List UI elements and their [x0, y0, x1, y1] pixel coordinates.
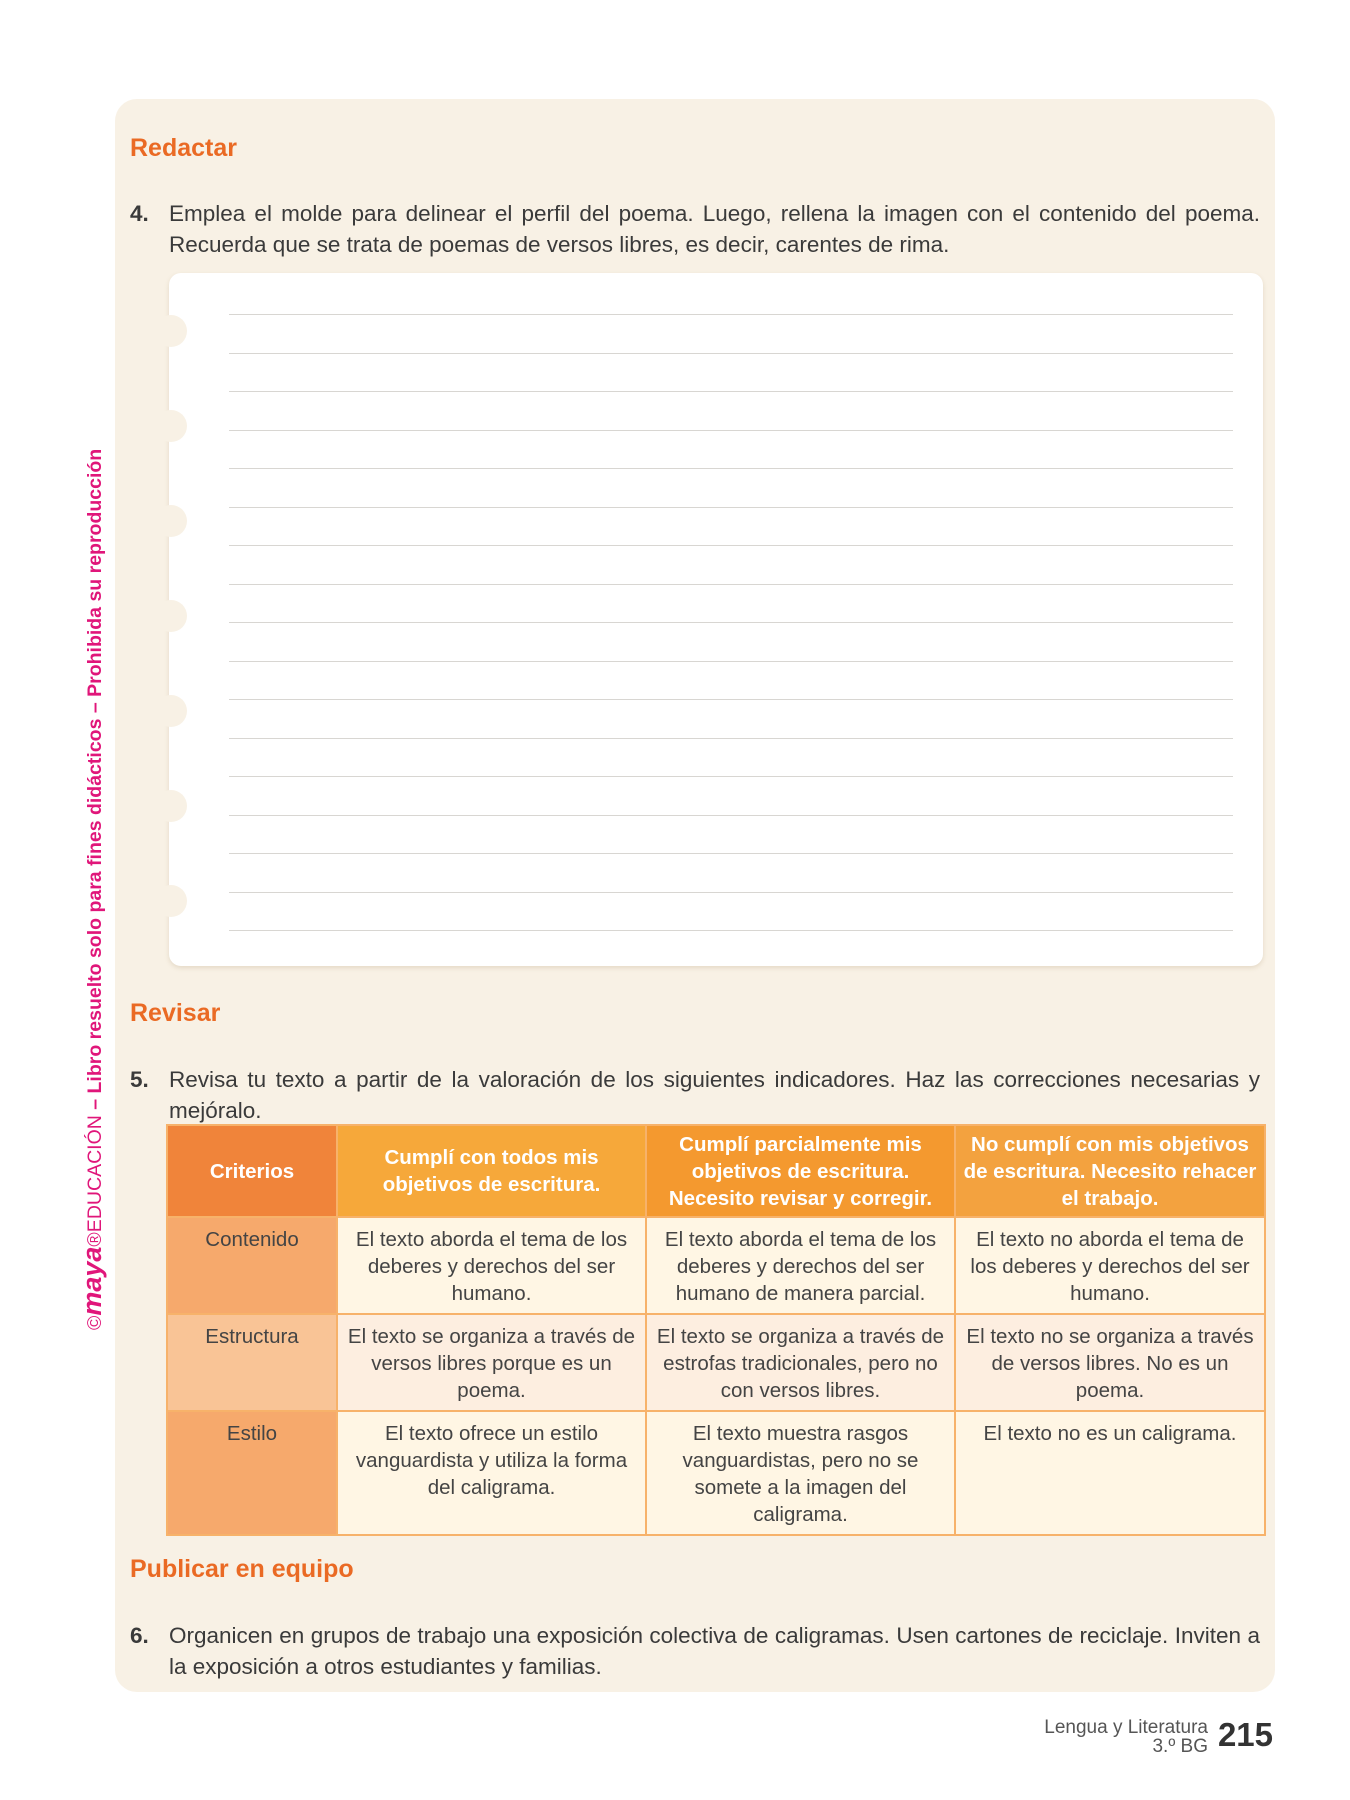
ruled-line: [229, 468, 1233, 469]
page-number: 215: [1217, 1716, 1273, 1753]
table-cell: El texto se organiza a través de versos libres porque es un poema.: [337, 1314, 646, 1411]
ruled-line: [229, 776, 1233, 777]
registered-symbol: ®: [84, 1232, 106, 1247]
ruled-line: [229, 622, 1233, 623]
ruled-line: [229, 545, 1233, 546]
grade-label: 3.º BG: [1152, 1736, 1208, 1757]
table-cell: El texto se organiza a través de estrofas tradicionales, pero no con versos libres.: [646, 1314, 955, 1411]
binder-hole: [155, 600, 187, 632]
table-cell: El texto no es un caligrama.: [955, 1411, 1265, 1535]
notebook-writing-area[interactable]: [169, 273, 1263, 966]
evaluation-rubric-table: [166, 1124, 1266, 1536]
brand-division: EDUCACIÓN: [84, 1115, 106, 1233]
table-cell: El texto no aborda el tema de los deberes y derechos del ser humano.: [955, 1217, 1265, 1314]
question-number: 4.: [130, 201, 149, 226]
question-5: [130, 1064, 1260, 1126]
question-number: 6.: [130, 1623, 149, 1648]
copyright-notice: – Libro resuelto solo para fines didácticos – Prohibida su reproducción: [84, 448, 106, 1116]
table-cell: El texto muestra rasgos vanguardistas, pero no se somete a la imagen del caligrama.: [646, 1411, 955, 1535]
criterion-cell: Contenido: [167, 1217, 337, 1314]
section-title-review: Revisar: [130, 999, 221, 1027]
binder-hole: [155, 315, 187, 347]
ruled-line: [229, 892, 1233, 893]
ruled-line: [229, 314, 1233, 315]
ruled-line: [229, 584, 1233, 585]
ruled-line: [229, 391, 1233, 392]
ruled-line: [229, 815, 1233, 816]
question-text: Emplea el molde para delinear el perfil del poema. Luego, rellena la imagen con el contenido del poema. Recuerda que se trata de poemas de versos libres, es decir, carentes de rima.: [169, 201, 1260, 257]
table-header-row: [167, 1125, 1265, 1217]
table-cell: El texto aborda el tema de los deberes y derechos del ser humano.: [337, 1217, 646, 1314]
table-row: [167, 1314, 1265, 1411]
footer-subject: [1044, 1718, 1208, 1756]
ruled-line: [229, 853, 1233, 854]
table-cell: El texto ofrece un estilo vanguardista y utiliza la forma del caligrama.: [337, 1411, 646, 1535]
header-not-met: No cumplí con mis objetivos de escritura. Necesito rehacer el trabajo.: [955, 1125, 1265, 1217]
ruled-line: [229, 661, 1233, 662]
ruled-line: [229, 430, 1233, 431]
binder-hole: [155, 695, 187, 727]
table-cell: El texto aborda el tema de los deberes y derechos del ser humano de manera parcial.: [646, 1217, 955, 1314]
section-title-write: Redactar: [130, 134, 237, 162]
section-title-publish: Publicar en equipo: [130, 1555, 354, 1583]
copyright-sidebar: [72, 430, 112, 1330]
copyright-symbol: ©: [84, 1315, 106, 1330]
brand-logo: maya: [77, 1246, 107, 1316]
question-4: [130, 198, 1260, 260]
criterion-cell: Estructura: [167, 1314, 337, 1411]
binder-hole: [155, 505, 187, 537]
question-text: Revisa tu texto a partir de la valoración de los siguientes indicadores. Haz las correcciones necesarias y mejóralo.: [169, 1067, 1260, 1123]
table-row: [167, 1217, 1265, 1314]
question-text: Organicen en grupos de trabajo una exposición colectiva de caligramas. Usen cartones de reciclaje. Inviten a la exposición a otros estudiantes y familias.: [169, 1623, 1260, 1679]
header-fully-met: Cumplí con todos mis objetivos de escritura.: [337, 1125, 646, 1217]
binder-hole: [155, 790, 187, 822]
binder-hole: [155, 885, 187, 917]
ruled-line: [229, 507, 1233, 508]
ruled-line: [229, 699, 1233, 700]
header-criteria: Criterios: [167, 1125, 337, 1217]
ruled-line: [229, 738, 1233, 739]
ruled-line: [229, 353, 1233, 354]
table-row: [167, 1411, 1265, 1535]
header-partially-met: Cumplí parcialmente mis objetivos de escritura. Necesito revisar y corregir.: [646, 1125, 955, 1217]
subject-name: Lengua y Literatura: [1044, 1717, 1208, 1738]
table-cell: El texto no se organiza a través de versos libres. No es un poema.: [955, 1314, 1265, 1411]
ruled-line: [229, 930, 1233, 931]
binder-hole: [155, 410, 187, 442]
criterion-cell: Estilo: [167, 1411, 337, 1535]
question-6: [130, 1620, 1260, 1682]
question-number: 5.: [130, 1067, 149, 1092]
